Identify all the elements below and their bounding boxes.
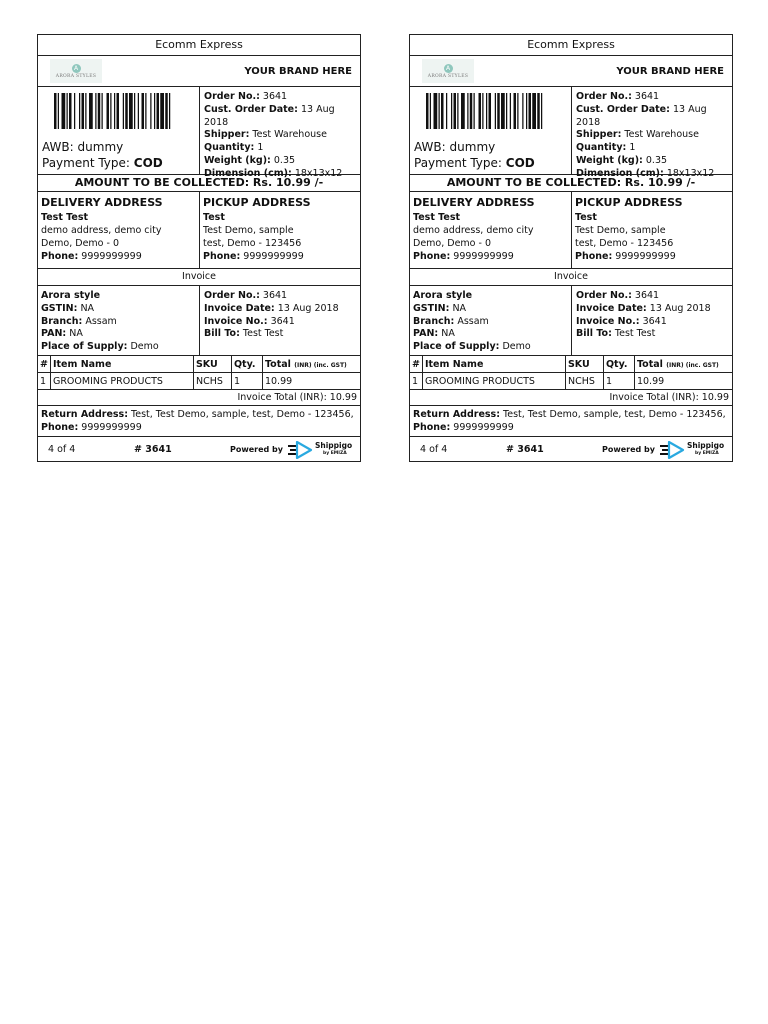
pickup-phone: Phone: 9999999999 <box>575 251 676 262</box>
logo-mark-icon: A <box>444 64 453 73</box>
item-num: 1 <box>410 373 422 390</box>
branch: Branch: Assam <box>41 315 117 327</box>
label-footer <box>410 437 732 462</box>
brand-name: YOUR BRAND HERE <box>244 65 352 77</box>
seller-name: Arora style <box>413 290 473 301</box>
address-section <box>38 192 360 269</box>
items-table <box>410 356 732 389</box>
invoice-no: Invoice No.: 3641 <box>576 315 667 327</box>
item-num: 1 <box>38 373 50 390</box>
address-section <box>410 192 732 269</box>
pan: PAN: NA <box>413 328 455 340</box>
place-of-supply: Place of Supply: Demo <box>413 341 531 353</box>
logo-text: ARORA STYLES <box>55 73 97 79</box>
payment-type: Payment Type: COD <box>414 156 535 170</box>
col-num: # <box>410 356 422 373</box>
quantity: Quantity: 1 <box>576 142 636 154</box>
shippigo-name: Shippigo <box>687 440 725 450</box>
delivery-name: Test Test <box>41 212 89 223</box>
items-section <box>410 356 732 390</box>
page-count: 4 of 4 <box>48 444 76 455</box>
gstin: GSTIN: NA <box>41 302 95 314</box>
delivery-heading: DELIVERY ADDRESS <box>41 196 163 209</box>
table-header-row <box>410 356 732 373</box>
shippigo-logo <box>287 441 352 459</box>
invoice-details <box>410 286 732 356</box>
powered-by: Powered by Shippigo by EMIZA <box>230 441 352 459</box>
awb: AWB: dummy <box>414 140 496 154</box>
invoice-heading: Invoice <box>410 269 732 286</box>
shippigo-logo <box>659 441 724 459</box>
item-sku: NCHS <box>193 373 231 390</box>
awb-block <box>38 87 200 174</box>
pickup-line: Test Demo, sample <box>203 225 294 236</box>
items-table <box>38 356 360 389</box>
shipment-details <box>200 87 360 179</box>
items-section <box>38 356 360 390</box>
logo-mark-icon: A <box>72 64 81 73</box>
bill-to: Bill To: Test Test <box>576 328 656 340</box>
table-row <box>38 373 360 390</box>
bill-to: Bill To: Test Test <box>204 328 284 340</box>
invoice-heading: Invoice <box>38 269 360 286</box>
invoice-date: Invoice Date: 13 Aug 2018 <box>576 302 711 314</box>
col-qty: Qty. <box>231 356 262 373</box>
invoice-order-no: Order No.: 3641 <box>204 290 288 301</box>
col-total: Total (INR) (inc. GST) <box>636 358 719 370</box>
brand-logo <box>50 59 102 83</box>
cust-order-date: Cust. Order Date: 13 Aug 2018 <box>204 103 335 128</box>
dimension: Dimension (cm): 18x13x12 <box>576 167 715 179</box>
delivery-phone: Phone: 9999999999 <box>413 251 514 262</box>
quantity: Quantity: 1 <box>204 142 264 154</box>
order-no: Order No.: 3641 <box>204 91 288 102</box>
brand-row <box>410 56 732 87</box>
item-qty: 1 <box>231 373 262 390</box>
table-row <box>410 373 732 390</box>
return-address: Return Address: Test, Test Demo, sample, test, Demo - 123456, Phone: 9999999999 <box>38 406 360 437</box>
payment-type: Payment Type: COD <box>42 156 163 170</box>
order-number-tag: # 3641 <box>506 444 544 455</box>
pickup-name: Test <box>575 212 597 223</box>
shipment-details <box>572 87 732 179</box>
shipping-label-left <box>37 34 361 462</box>
item-qty: 1 <box>603 373 634 390</box>
pickup-line: test, Demo - 123456 <box>203 238 302 249</box>
place-of-supply: Place of Supply: Demo <box>41 341 159 353</box>
item-total: 10.99 <box>264 375 293 387</box>
col-sku: SKU <box>193 356 231 373</box>
by-emiza: by EMIZA <box>695 450 719 456</box>
col-total: Total (INR) (inc. GST) <box>264 358 347 370</box>
dimension: Dimension (cm): 18x13x12 <box>204 167 343 179</box>
return-address: Return Address: Test, Test Demo, sample, test, Demo - 123456, Phone: 9999999999 <box>410 406 732 437</box>
logo-text: ARORA STYLES <box>427 73 469 79</box>
item-name: GROOMING PRODUCTS <box>422 373 565 390</box>
delivery-line: demo address, demo city <box>413 225 534 236</box>
item-sku: NCHS <box>565 373 603 390</box>
col-item: Item Name <box>50 356 193 373</box>
awb: AWB: dummy <box>42 140 124 154</box>
invoice-details <box>38 286 360 356</box>
invoice-meta <box>572 286 732 355</box>
pickup-line: Test Demo, sample <box>575 225 666 236</box>
pickup-heading: PICKUP ADDRESS <box>203 196 311 209</box>
seller-details <box>410 286 572 355</box>
brand-row <box>38 56 360 87</box>
carrier-name: Ecomm Express <box>410 35 732 56</box>
barcode-icon <box>54 93 198 129</box>
brand-logo <box>422 59 474 83</box>
delivery-line: Demo, Demo - 0 <box>413 238 492 249</box>
table-header-row <box>38 356 360 373</box>
invoice-total: Invoice Total (INR): 10.99 <box>38 390 360 406</box>
order-number-tag: # 3641 <box>134 444 172 455</box>
by-emiza: by EMIZA <box>323 450 347 456</box>
shippigo-arrow-icon <box>287 441 313 459</box>
amount-to-collect: AMOUNT TO BE COLLECTED: Rs. 10.99 /- <box>38 175 360 192</box>
page-count: 4 of 4 <box>420 444 448 455</box>
col-sku: SKU <box>565 356 603 373</box>
pickup-heading: PICKUP ADDRESS <box>575 196 683 209</box>
weight: Weight (kg): 0.35 <box>204 154 296 166</box>
col-item: Item Name <box>422 356 565 373</box>
delivery-line: demo address, demo city <box>41 225 162 236</box>
delivery-phone: Phone: 9999999999 <box>41 251 142 262</box>
barcode-icon <box>426 93 570 129</box>
powered-by: Powered by Shippigo by EMIZA <box>602 441 724 459</box>
order-no: Order No.: 3641 <box>576 91 660 102</box>
seller-details <box>38 286 200 355</box>
seller-name: Arora style <box>41 290 101 301</box>
pickup-name: Test <box>203 212 225 223</box>
item-total: 10.99 <box>636 375 665 387</box>
weight: Weight (kg): 0.35 <box>576 154 668 166</box>
brand-name: YOUR BRAND HERE <box>616 65 724 77</box>
pickup-phone: Phone: 9999999999 <box>203 251 304 262</box>
carrier-name: Ecomm Express <box>38 35 360 56</box>
shippigo-name: Shippigo <box>315 440 353 450</box>
invoice-order-no: Order No.: 3641 <box>576 290 660 301</box>
col-qty: Qty. <box>603 356 634 373</box>
label-footer <box>38 437 360 462</box>
pickup-line: test, Demo - 123456 <box>575 238 674 249</box>
pickup-address <box>572 192 732 268</box>
delivery-address <box>410 192 572 268</box>
amount-to-collect: AMOUNT TO BE COLLECTED: Rs. 10.99 /- <box>410 175 732 192</box>
shipper: Shipper: Test Warehouse <box>204 129 327 141</box>
col-num: # <box>38 356 50 373</box>
delivery-heading: DELIVERY ADDRESS <box>413 196 535 209</box>
delivery-name: Test Test <box>413 212 461 223</box>
shippigo-arrow-icon <box>659 441 685 459</box>
shipment-section <box>410 87 732 179</box>
invoice-meta <box>200 286 360 355</box>
delivery-line: Demo, Demo - 0 <box>41 238 120 249</box>
item-name: GROOMING PRODUCTS <box>50 373 193 390</box>
invoice-date: Invoice Date: 13 Aug 2018 <box>204 302 339 314</box>
shipping-label-right <box>409 34 733 462</box>
gstin: GSTIN: NA <box>413 302 467 314</box>
awb-block <box>410 87 572 174</box>
shipper: Shipper: Test Warehouse <box>576 129 699 141</box>
invoice-total: Invoice Total (INR): 10.99 <box>410 390 732 406</box>
cust-order-date: Cust. Order Date: 13 Aug 2018 <box>576 103 707 128</box>
pickup-address <box>200 192 360 268</box>
invoice-no: Invoice No.: 3641 <box>204 315 295 327</box>
shipment-section <box>38 87 360 179</box>
pan: PAN: NA <box>41 328 83 340</box>
branch: Branch: Assam <box>413 315 489 327</box>
delivery-address <box>38 192 200 268</box>
